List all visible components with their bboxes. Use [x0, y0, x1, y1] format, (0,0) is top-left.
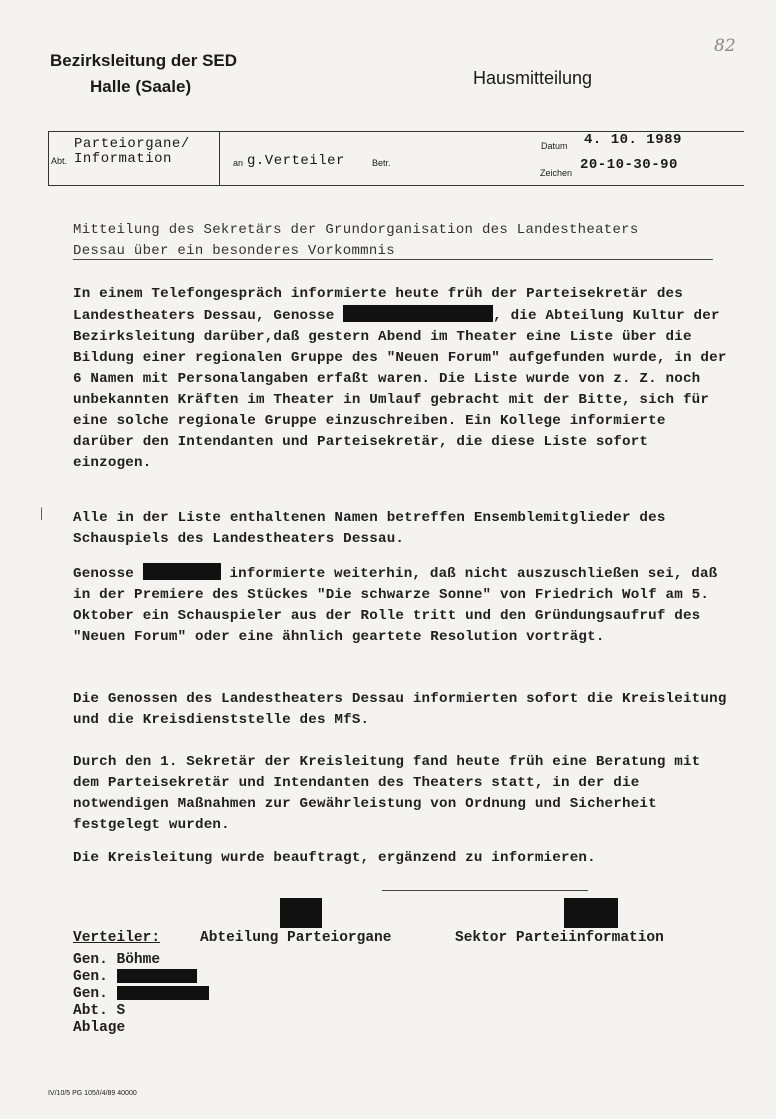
paragraph-3-part-b: informierte weiterhin, daß nicht auszuschließen sei, daß in der Premiere des Stückes "Die schwarze Sonne" von Friedrich Wolf am 5. Oktober ein Schauspieler aus der Rolle tritt und den Gründungsaufruf des "Neuen Forum" oder eine ähnlich geartete Resolution vorträgt.: [73, 566, 718, 645]
recipient-item: Gen. Böhme: [73, 952, 161, 968]
distribution-dept-1: Abteilung Parteiorgane: [200, 930, 392, 946]
margin-mark: |: [40, 506, 43, 521]
department-label: Abt.: [51, 156, 68, 166]
page-number: 82: [714, 36, 736, 56]
org-name: Bezirksleitung der SED: [50, 51, 238, 70]
form-divider-left: [48, 131, 49, 185]
to-label: an: [233, 158, 244, 168]
recipient-item: Gen.: [73, 986, 209, 1003]
paragraph-6: Die Kreisleitung wurde beauftragt, ergänzend zu informieren.: [73, 850, 596, 866]
date-label: Datum: [541, 141, 568, 151]
subject-line-2: Dessau über ein besonderes Vorkommnis: [73, 243, 395, 259]
reference-value: 20-10-30-90: [580, 157, 678, 173]
paragraph-1-part-b: , die Abteilung Kultur der Bezirksleitung darüber,daß gestern Abend im Theater eine Liste über die Bildung einer regionalen Gruppe des "Neuen Forum" aufgefunden wurde, in der 6 Namen mit Personalangaben erfaßt waren. Die Liste wurde von z. Z. noch unbekannten Kräften im Theater in Umlauf gebracht mit der Bitte, sich für eine solche regionale Gruppe einzuschreiben. Ein Kollege informierte darüber den Intendanten und Parteisekretär, die diese Liste sofort einzogen.: [73, 308, 727, 471]
recipient-item: Abt. S: [73, 1003, 126, 1019]
to-value: g.Verteiler: [247, 153, 345, 169]
paragraph-1-part-a: In einem Telefongespräch informierte heute früh der Parteisekretär des Landestheaters Dessau, Genosse: [73, 286, 683, 324]
closing-rule: [382, 890, 588, 891]
redaction-block: [117, 969, 197, 983]
organization-header: [50, 48, 237, 100]
redaction-block: [143, 563, 221, 580]
redaction-block: [564, 898, 618, 928]
date-value: 4. 10. 1989: [584, 132, 682, 148]
department-value-line2: Information: [74, 151, 172, 167]
paragraph-4: Die Genossen des Landestheaters Dessau informierten sofort die Kreisleitung und die Kreisdienststelle des MfS.: [73, 691, 727, 728]
distribution-dept-2: Sektor Parteiinformation: [455, 930, 664, 946]
form-footer-code: IV/10/5 PG 105/I/4/89 40000: [48, 1090, 137, 1097]
paragraph-3: [73, 563, 733, 648]
org-city: Halle (Saale): [90, 77, 192, 96]
redaction-block: [117, 986, 209, 1000]
memo-type-title: Hausmitteilung: [473, 68, 593, 88]
memo-subject: [73, 220, 733, 262]
department-value-line1: Parteiorgane/: [74, 136, 190, 152]
form-bottom-rule: [48, 185, 744, 186]
redaction-block: [343, 305, 493, 322]
subject-underline: [73, 259, 713, 260]
redaction-block: [280, 898, 322, 928]
recipient-item: Ablage: [73, 1020, 126, 1036]
recipient-item: Gen.: [73, 969, 209, 986]
paragraph-5: Durch den 1. Sekretär der Kreisleitung fand heute früh eine Beratung mit dem Parteisekretär und Intendanten des Theaters statt, in der die notwendigen Maßnahmen zur Gewährleistung von Ordnung und Sicherheit festgelegt wurden.: [73, 754, 701, 833]
paragraph-2: Alle in der Liste enthaltenen Namen betreffen Ensemblemitglieder des Schauspiels des Landestheaters Dessau.: [73, 510, 666, 547]
paragraph-3-part-a: Genosse: [73, 566, 134, 582]
subject-line-1: Mitteilung des Sekretärs der Grundorganisation des Landestheaters: [73, 222, 639, 238]
distribution-label: Verteiler:: [73, 930, 161, 946]
subject-label: Betr.: [372, 158, 391, 168]
recipient-list: [73, 952, 209, 1037]
reference-label: Zeichen: [540, 168, 573, 178]
form-divider-1: [219, 131, 220, 185]
paragraph-1: [73, 284, 733, 474]
